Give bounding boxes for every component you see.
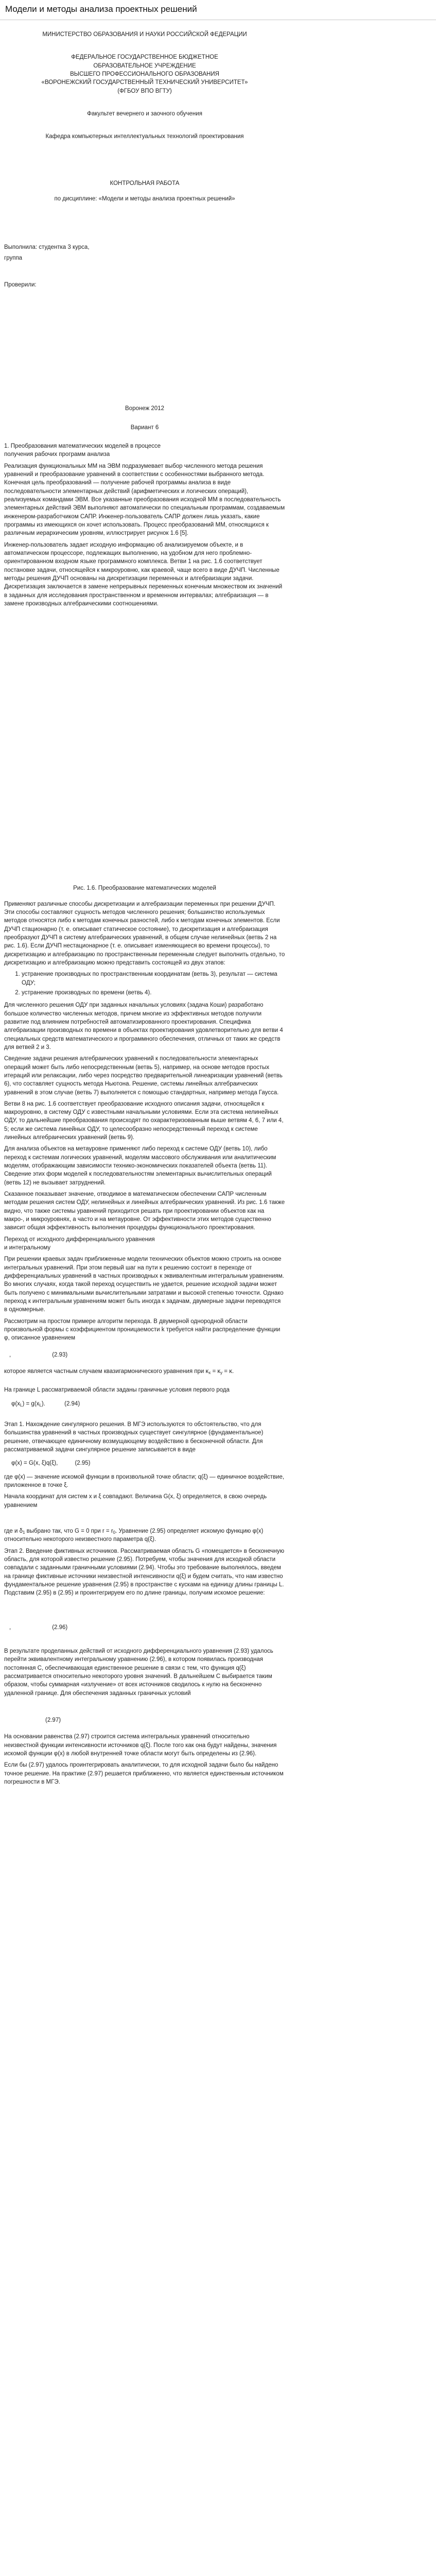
- department-line: Кафедра компьютерных интеллектуальных технологий проектирования: [45, 133, 244, 140]
- checked-by: Проверили:: [4, 282, 37, 289]
- paragraph: Сказанное показывает значение, отводимое в математическом обеспечении САПР численным методам решения систем ОДУ, нелинейных и линейных алгебраических уравнений. Из рис. 1.6 также видно, что также системы уравнений приходится решать при проектировании объектов как на макро-, и микроуровнях, а часто и на метауровне. От эффективности этих методов существенно зависит общая эффективность выполнения процедуры функционального проектирования.: [4, 1191, 285, 1231]
- paragraph: Для численного решения ОДУ при заданных начальных условиях (задача Коши) разработано большое количество численных методов, причем многие из эффективных методов получили развитие под влиянием потребностей автоматизированного проектирования. Специфика алгебраизации производных по времени в объектах проектирования удовлетворительно для ветви 4 специальных средств математического и программного обеспечения, отличных от таких же средств для ветвей 2 и 3.: [4, 1002, 283, 1050]
- paragraph: Ветви 8 на рис. 1.6 соответствует преобразование исходного описания задачи, относящейся к макроуровню, в систему ОДУ с известными начальными условиями. Если эта система нелинейных ОДУ, то дальнейшие преобразования происходят по охарактеризованным выше ветвям 4, 6, 7 или 4, 5; если же система линейных ОДУ, то целесообразно непосредственный переход к системе линейных алгебраических уравнений (ветвь 9).: [4, 1100, 284, 1141]
- paragraph: При решении краевых задач приближенные модели технических объектов можно строить на основе интегральных уравнений. При этом первый шаг на пути к решению состоит в переходе от дифференциальных уравнений в частных производных к эквивалентным интегральным уравнениям. Во многих случаях, когда такой переход осуществить не удается, решение исходной задачи может быть получено с минимальными вычислительными затратами и высокой степенью точности. Однако переход к интегральным уравнениям может быть иногда к задачам, двумерные задачи переводятся в одномерные.: [4, 1256, 284, 1313]
- subheading-line-1: Переход от исходного дифференциального уравнения: [4, 1236, 155, 1243]
- paragraph: где φ(x) — значение искомой функции в произвольной точке области; q(ξ) — единичное воздействие, приложенное в точке ξ.: [4, 1473, 285, 1489]
- faculty-line: Факультет вечернего и заочного обучения: [87, 111, 202, 117]
- equation-number: (2.96): [52, 1624, 68, 1631]
- section-heading-line-1: 1. Преобразования математических моделей в процессе: [4, 443, 161, 450]
- stages-list: [4, 970, 285, 997]
- equation-2-96: , (2.96): [9, 1623, 285, 1632]
- org-line-5: (ФГБОУ ВПО ВГТУ): [117, 88, 172, 94]
- equation-number: (2.94): [64, 1400, 80, 1407]
- org-line-1: ФЕДЕРАЛЬНОЕ ГОСУДАРСТВЕННОЕ БЮДЖЕТНОЕ: [71, 54, 218, 61]
- equation-number: (2.97): [45, 1717, 61, 1723]
- discipline-line: по дисциплине: «Модели и методы анализа проектных решений»: [54, 196, 235, 202]
- variant-line: Вариант 6: [130, 424, 159, 431]
- equation-2-97: [9, 1716, 285, 1724]
- equation-2-94: $\varphi(x_L) = g(x_L)$. (2.94): [11, 1400, 80, 1408]
- paragraph: где и $\delta_1$ выбрано так, что G = 0 при $r = r_0$. Уравнение (2.95) определяет искомую функцию φ(x) относительно некоторого неизвестного параметра q(ξ).: [4, 1528, 264, 1543]
- performed-by: Выполнила: студентка 3 курса,: [4, 244, 90, 251]
- list-item: 1. устранение производных по пространственным координатам (ветвь 3), результат — система ОДУ;: [22, 970, 285, 987]
- paragraph: Этап 2. Введение фиктивных источников. Рассматриваемая область G «помещается» в бесконечную область, для которой известно решение (2.95). Потребуем, чтобы значения для исходной области совпадали с заданными граничными условиями (2.94). Чтобы это требование выполнялось, введем на границе фиктивные источники неизвестной интенсивности q(ξ) и будем считать, что нам известно фундаментальное решение уравнения (2.95) в пространстве с кусками на единицу длины границы L. Подставим (2.95) в (2.95) и проинтегрируем его по длине границы, получим искомое решение:: [4, 1548, 285, 1597]
- section-1-continued: [4, 900, 285, 1343]
- section-1: [4, 442, 285, 608]
- paragraph: Для анализа объектов на метауровне применяют либо переход к системе ОДУ (ветвь 10), либо переход к системам логических уравнений, моделям массового обслуживания или аналитическим моделям, отображающим зависимости технико-экономических показателей объекта (ветвь 11). Сведение этих форм моделей к последовательностям элементарных вычислительных операций (ветвь 12) не вызывает затруднений.: [4, 1146, 276, 1186]
- subheading-line-2: и интегральному: [4, 1245, 51, 1251]
- equation-number: (2.95): [75, 1460, 91, 1467]
- paragraph: Рассмотрим на простом примере алгоритм перехода. В двумерной однородной области произвольной формы с коэффициентом проницаемости k требуется найти распределение функции φ, описанное уравнением: [4, 1318, 281, 1342]
- document-body: [0, 23, 288, 1786]
- section-heading-line-2: получения рабочих программ анализа: [4, 451, 110, 458]
- paragraph: Этап 1. Нахождение сингулярного решения. В МГЭ используются то обстоятельство, что для большинства уравнений в частных производных существует сингулярное (фундаментальное) решение, отвечающее единичному возмущающему воздействию в бесконечной области. Для рассматриваемой задачи сингулярное решение записывается в виде: [4, 1421, 264, 1453]
- figure-placeholder: [11, 613, 279, 881]
- paragraph: Начала координат для систем x и ξ совпадают. Величина G(x, ξ) определяется, в свою очередь уравнением: [4, 1494, 267, 1509]
- title-page: [4, 23, 285, 203]
- page-header: [0, 0, 436, 20]
- ministry-line: МИНИСТЕРСТВО ОБРАЗОВАНИЯ И НАУКИ РОССИЙСКОЙ ФЕДЕРАЦИИ: [42, 31, 247, 38]
- paragraph: На основании равенства (2.97) строится система интегральных уравнений относительно неизвестной функции интенсивности источников q(ξ). После того как она будут найдены, значения искомой функции φ(x) в любой внутренней точке области могут быть определены из (2.96).: [4, 1734, 277, 1757]
- figure-caption: Рис. 1.6. Преобразование математических моделей: [73, 885, 216, 892]
- equation-2-95: φ(x) = G(x, ξ)q(ξ), (2.95): [11, 1459, 285, 1467]
- work-type: КОНТРОЛЬНАЯ РАБОТА: [110, 180, 180, 187]
- paragraph: Если бы (2.97) удалось проинтегрировать аналитически, то для исходной задачи было бы найдено точное решение. На практике (2.97) решается приближенно, что является единственным источником погрешности в МГЭ.: [4, 1762, 284, 1785]
- org-line-4: «ВОРОНЕЖСКИЙ ГОСУДАРСТВЕННЫЙ ТЕХНИЧЕСКИЙ УНИВЕРСИТЕТ»: [41, 79, 248, 86]
- list-item: 2. устранение производных по времени (ветвь 4).: [22, 989, 285, 997]
- city-year: Воронеж 2012: [125, 405, 164, 412]
- page-title: Модели и методы анализа проектных решений: [5, 4, 197, 14]
- paragraph: Инженер-пользователь задает исходную информацию об анализируемом объекте, и в автоматическом процессоре, подлежащих выполнению, на удобном для него проблемно-ориентированном входном языке программного комплекса. Ветви 1 на рис. 1.6 соответствует постановке задачи, относящейся к микроуровню, как краевой, чаще всего в виде ДУЧП. Численные методы решения ДУЧП основаны на дискретизации переменных и алгебраизации задачи. Дискретизация заключается в замене непрерывных переменных конечным множеством их значений в заданных для исследования пространственном и временном интервалах; алгебраизация — в замене производных алгебраическими соотношениями.: [4, 541, 283, 607]
- org-line-3: ВЫСШЕГО ПРОФЕССИОНАЛЬНОГО ОБРАЗОВАНИЯ: [70, 71, 219, 78]
- equation-number: (2.93): [52, 1351, 68, 1358]
- signature-block: [4, 243, 285, 289]
- paragraph: Реализация функциональных ММ на ЭВМ подразумевает выбор численного метода решения уравнений и преобразование уравнений в соответствии с особенностями выбранного метода. Конечная цель преобразований — получение рабочей программы анализа в виде последовательности элементарных действий (арифметических и логических операций), реализуемых командами ЭВМ. Все указанные преобразования исходной ММ в последовательность элементарных действий ЭВМ выполняют автоматически по специальным программам, создаваемым инженером-разработчиком САПР. Инженер-пользователь САПР должен лишь указать, какие программы из имеющихся он хочет использовать. Процесс преобразований ММ, относящихся к различным иерархическим уровням, иллюстрирует рисунок 1.6 [5].: [4, 463, 285, 537]
- org-line-2: ОБРАЗОВАТЕЛЬНОЕ УЧРЕЖДЕНИЕ: [93, 62, 196, 69]
- group-line: группа: [4, 255, 23, 261]
- paragraph: Сведение задачи решения алгебраических уравнений к последовательности элементарных операций может быть либо непосредственным (ветвь 5), например, на основе методов простых итераций или релаксации, либо через посредство предварительной линеаризации уравнений (ветвь 6), что составляет сущность метода Ньютона. Решение, системы линейных алгебраических уравнений в этом случае (ветвь 7) выполняется с помощью стандартных, например метода Гаусса.: [4, 1056, 283, 1096]
- paragraph: В результате проделанных действий от исходного дифференциального уравнения (2.93) удалось перейти эквивалентному интегральному уравнению (2.96), в котором появилась производная постоянная С, обеспечивающая единственное решение в связи с тем, что функция q(ξ) рассматривается относительно некоторого уровня значений. В дальнейшем С выбирается таким образом, чтобы суммарная «излучение» от всех источников сводилось к нулю на бесконечно удаленной границе. Для обеспечения заданных граничных условий: [4, 1648, 273, 1697]
- equation-2-93: , (2.93): [9, 1351, 285, 1359]
- paragraph: Применяют различные способы дискретизации и алгебраизации переменных при решении ДУЧП. Эти способы составляют сущность методов численного решения; большинство используемых методов относятся либо к методам конечных разностей, либо к методам конечных элементов. Если ДУЧП стационарно (т. е. описывает статическое состояние), то дискретизация и алгебраизация преобразуют ДУЧП в систему алгебраических уравнений, в общем случае нелинейных (ветвь 2 на рис. 1.6). Если ДУЧП нестационарное (т. е. описывает изменяющиеся во времени процессы), то дискретизацию и алгебраизацию по пространственным переменным следует выполнить отдельно, то дискретизацию и алгебраизацию можно представить состоящей из двух этапов:: [4, 901, 285, 966]
- paragraph: которое является частным случаем квазигармонического уравнения при $\kappa_x = \kappa_y = \kappa$.: [4, 1368, 234, 1376]
- paragraph: На границе L рассматриваемой области заданы граничные условия первого рода: [4, 1387, 230, 1394]
